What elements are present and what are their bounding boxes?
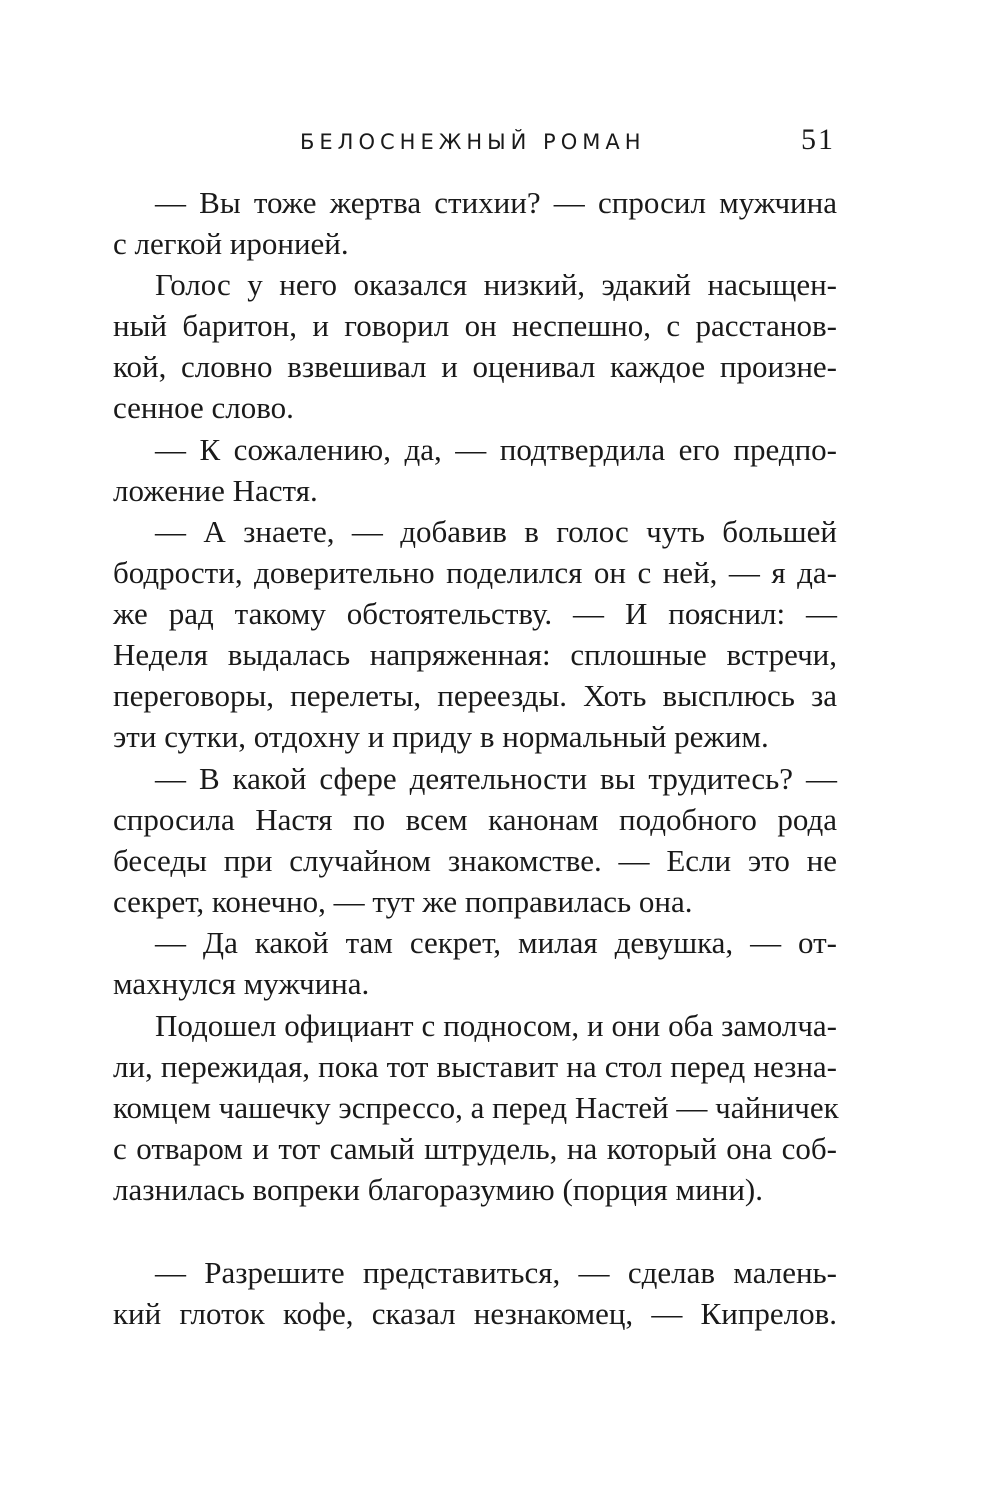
text-line: с отваром и тот самый штрудель, на который она соб- [113,1131,837,1166]
text-line: с легкой иронией. [113,226,349,261]
running-title: БЕЛОСНЕЖНЫЙ РОМАН [300,130,646,154]
text-line: спросила Настя по всем канонам подобного рода [113,802,837,837]
text-line: — А знаете, — добавив в голос чуть большей [155,514,837,549]
text-line: Голос у него оказался низкий, эдакий насыщен- [155,267,837,302]
text-line: же рад такому обстоятельству. — И пояснил: — [113,596,837,631]
text-line: кой, словно взвешивал и оценивал каждое произне- [113,349,837,384]
text-line: комцем чашечку эспрессо, а перед Настей — чайничек [113,1090,839,1125]
text-line: — Да какой там секрет, милая девушка, — от- [155,925,837,960]
text-line: беседы при случайном знакомстве. — Если это не [113,843,837,878]
text-line: ложение Настя. [113,473,318,508]
text-line: Подошел официант с подносом, и они оба замолча- [155,1008,837,1043]
text-line: — Разрешите представиться, — сделав малень- [155,1255,837,1290]
text-line: кий глоток кофе, сказал незнакомец, — Кипрелов. [113,1296,837,1331]
page-number: 51 [801,123,835,156]
text-line: Неделя выдалась напряженная: сплошные встречи, [113,637,837,672]
text-line: эти сутки, отдохну и приду в нормальный режим. [113,719,769,754]
text-line: — Вы тоже жертва стихии? — спросил мужчина [155,185,837,220]
text-line: — К сожалению, да, — подтвердила его предпо- [155,432,837,467]
text-line: — В какой сфере деятельности вы трудитесь? — [155,761,837,796]
text-line: ли, пережидая, пока тот выставит на стол перед незна- [113,1049,837,1084]
text-line: бодрости, доверительно поделился он с ней, — я да- [113,555,837,590]
text-line: сенное слово. [113,390,294,425]
text-line: махнулся мужчина. [113,966,370,1001]
text-line: секрет, конечно, — тут же поправилась она. [113,884,693,919]
text-line: лазнилась вопреки благоразумию (порция мини). [113,1172,764,1207]
text-line: переговоры, перелеты, переезды. Хоть высплюсь за [113,678,837,713]
text-line: ный баритон, и говорил он неспешно, с расстанов- [113,308,837,343]
